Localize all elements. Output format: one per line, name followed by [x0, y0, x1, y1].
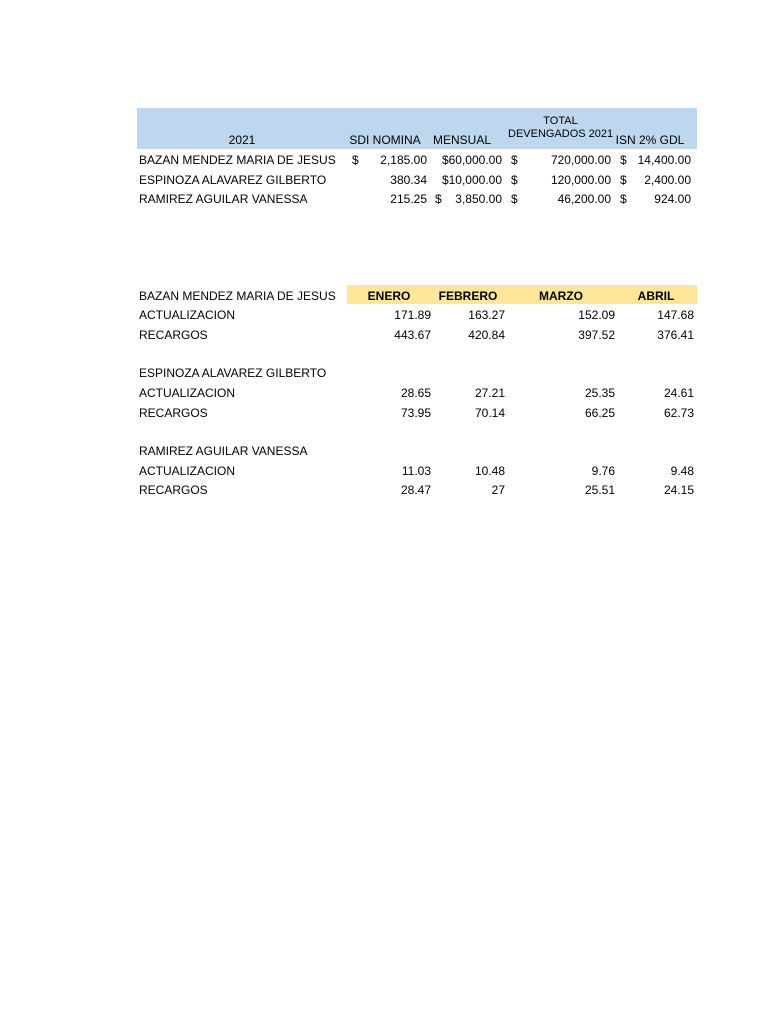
detail-name: BAZAN MENDEZ MARIA DE JESUS: [139, 289, 336, 303]
actualizacion-enero: 11.03: [401, 464, 431, 478]
actualizacion-label: ACTUALIZACION: [139, 308, 236, 322]
detail-name: RAMIREZ AGUILAR VANESSA: [139, 444, 308, 458]
actualizacion-label: ACTUALIZACION: [139, 464, 236, 478]
header-isn: ISN 2% GDL: [615, 133, 685, 147]
actualizacion-label: ACTUALIZACION: [139, 386, 236, 400]
summary-total-currency: $: [511, 173, 518, 187]
actualizacion-marzo: 9.76: [591, 464, 615, 478]
summary-sdi-currency: $: [352, 153, 359, 167]
summary-name: BAZAN MENDEZ MARIA DE JESUS: [139, 153, 336, 167]
header-mensual: MENSUAL: [432, 133, 491, 147]
summary-mensual: $60,000.00: [441, 153, 502, 167]
recargos-enero: 443.67: [394, 328, 431, 342]
recargos-febrero: 27: [491, 483, 505, 497]
actualizacion-marzo: 25.35: [584, 386, 615, 400]
summary-isn-currency: $: [620, 153, 627, 167]
summary-mensual-currency: $: [435, 192, 442, 206]
actualizacion-marzo: 152.09: [578, 308, 615, 322]
month-header-enero: ENERO: [367, 289, 411, 303]
header-sdi-nomina: SDI NOMINA: [349, 133, 421, 147]
recargos-febrero: 420.84: [468, 328, 505, 342]
actualizacion-febrero: 163.27: [468, 308, 505, 322]
summary-total: 120,000.00: [550, 173, 611, 187]
summary-isn-currency: $: [620, 192, 627, 206]
summary-name: RAMIREZ AGUILAR VANESSA: [139, 192, 308, 206]
recargos-enero: 73.95: [400, 406, 431, 420]
month-header-marzo: MARZO: [539, 289, 583, 303]
recargos-febrero: 70.14: [474, 406, 505, 420]
recargos-abril: 62.73: [663, 406, 694, 420]
month-header-febrero: FEBRERO: [438, 289, 498, 303]
summary-total: 46,200.00: [557, 192, 611, 206]
recargos-marzo: 66.25: [584, 406, 615, 420]
summary-isn: 2,400.00: [644, 173, 691, 187]
summary-total: 720,000.00: [550, 153, 611, 167]
recargos-marzo: 397.52: [578, 328, 615, 342]
recargos-label: RECARGOS: [139, 483, 208, 497]
actualizacion-abril: 24.61: [663, 386, 694, 400]
summary-isn-currency: $: [620, 173, 627, 187]
recargos-marzo: 25.51: [584, 483, 615, 497]
recargos-abril: 376.41: [657, 328, 694, 342]
detail-name: ESPINOZA ALAVAREZ GILBERTO: [139, 366, 327, 380]
summary-sdi: 380.34: [390, 173, 427, 187]
summary-total-currency: $: [511, 192, 518, 206]
header-total-line2: DEVENGADOS 2021: [508, 128, 614, 140]
actualizacion-febrero: 10.48: [474, 464, 505, 478]
recargos-label: RECARGOS: [139, 328, 208, 342]
recargos-abril: 24.15: [663, 483, 694, 497]
summary-total-currency: $: [511, 153, 518, 167]
actualizacion-febrero: 27.21: [474, 386, 505, 400]
recargos-enero: 28.47: [400, 483, 431, 497]
summary-isn: 14,400.00: [637, 153, 691, 167]
summary-mensual: $10,000.00: [441, 173, 502, 187]
actualizacion-enero: 28.65: [400, 386, 431, 400]
month-header-abril: ABRIL: [637, 289, 675, 303]
summary-sdi: 215.25: [390, 192, 427, 206]
actualizacion-abril: 9.48: [670, 464, 694, 478]
header-year: 2021: [228, 133, 256, 147]
summary-name: ESPINOZA ALAVAREZ GILBERTO: [139, 173, 327, 187]
summary-isn: 924.00: [654, 192, 691, 206]
summary-mensual: 3,850.00: [455, 192, 502, 206]
recargos-label: RECARGOS: [139, 406, 208, 420]
header-total-line1: TOTAL: [543, 115, 578, 127]
summary-sdi: 2,185.00: [380, 153, 427, 167]
actualizacion-enero: 171.89: [394, 308, 431, 322]
actualizacion-abril: 147.68: [657, 308, 694, 322]
